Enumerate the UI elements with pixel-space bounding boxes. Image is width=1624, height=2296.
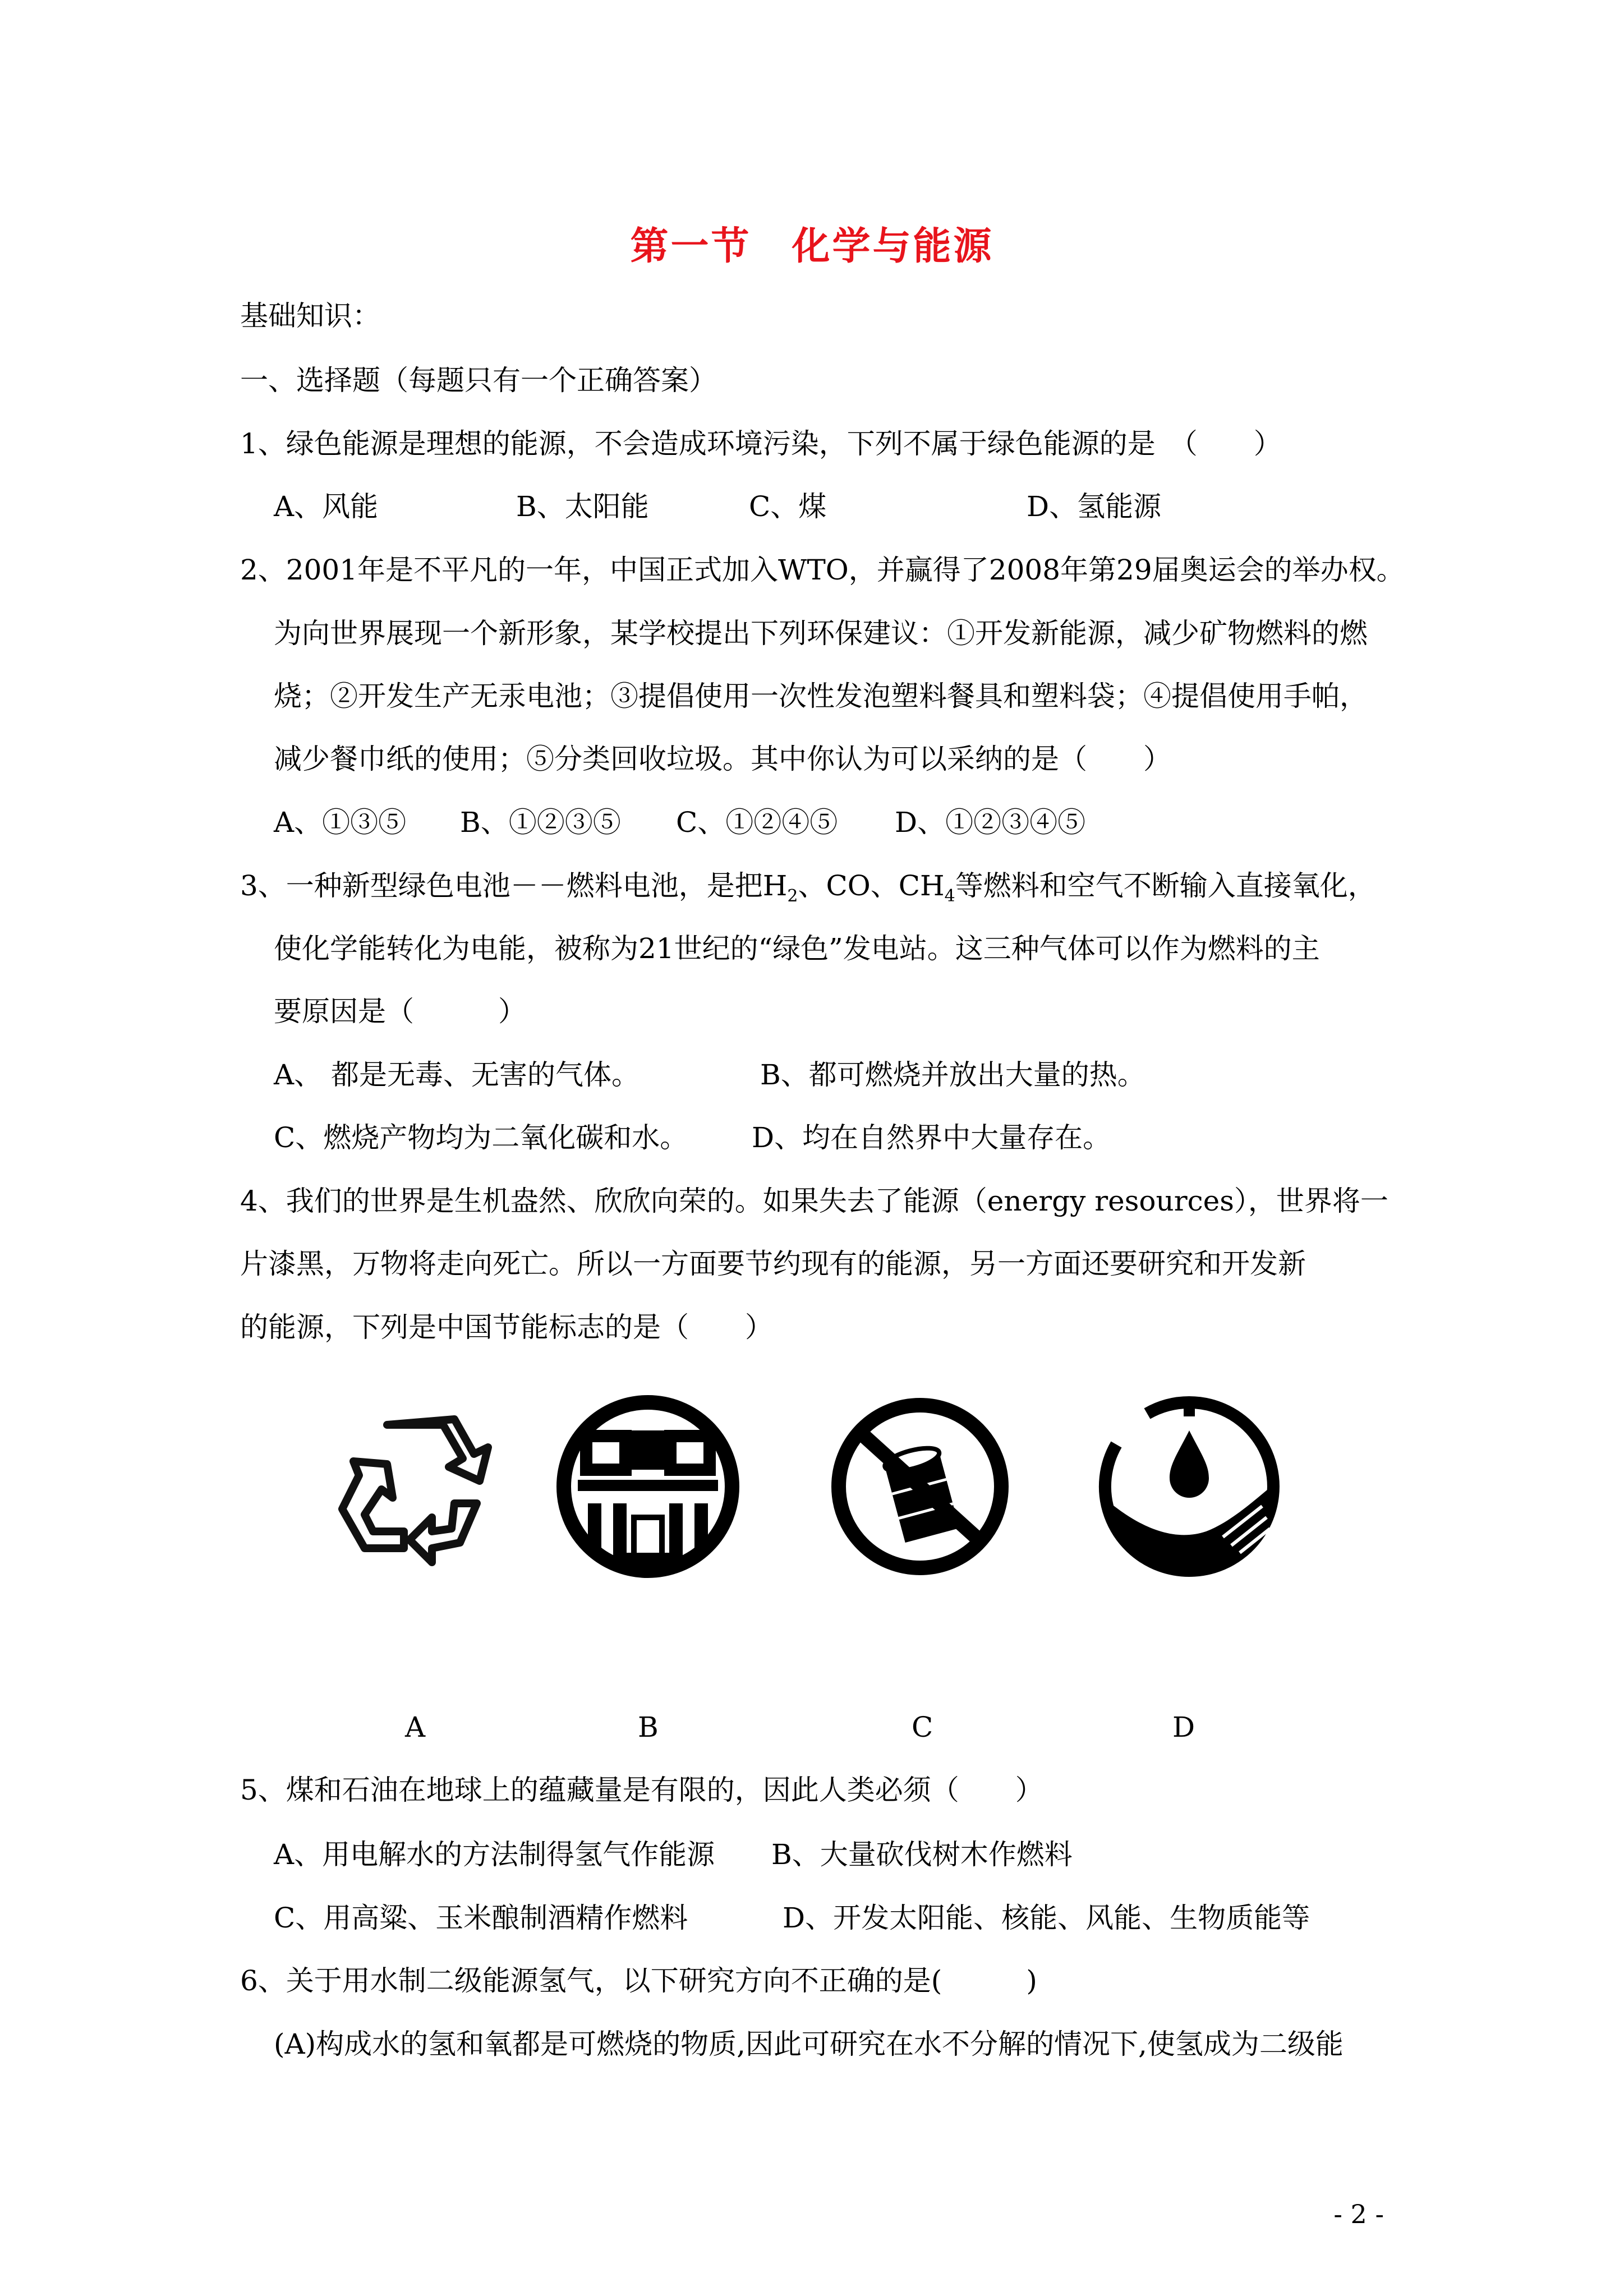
question-3-line-2: 使化学能转化为电能，被称为21世纪的“绿色”发电站。这三种气体可以作为燃料的主 <box>274 932 1320 965</box>
question-5: 5、煤和石油在地球上的蕴藏量是有限的，因此人类必须（ ） <box>240 1774 1043 1806</box>
q2-option-a: A、①③⑤ <box>274 806 407 839</box>
question-6: 6、关于用水制二级能源氢气，以下研究方向不正确的是( ) <box>240 1964 1037 1997</box>
q5-option-a: A、用电解水的方法制得氢气作能源 <box>274 1838 715 1871</box>
part-heading: 一、选择题（每题只有一个正确答案） <box>240 364 717 397</box>
section-label: 基础知识： <box>240 300 380 332</box>
question-2-line-3: 烧；②开发生产无汞电池；③提倡使用一次性发泡塑料餐具和塑料袋；④提倡使用手帕， <box>274 680 1368 712</box>
q3-option-b: B、都可燃烧并放出大量的热。 <box>760 1059 1145 1091</box>
logo-label-d: D <box>1172 1711 1195 1743</box>
q5-option-d: D、开发太阳能、核能、风能、生物质能等 <box>783 1902 1310 1934</box>
q3-text-1: 3、一种新型绿色电池－－燃料电池，是把H <box>240 869 788 902</box>
question-1: 1、绿色能源是理想的能源，不会造成环境污染，下列不属于绿色能源的是 （ ） <box>240 427 1282 460</box>
question-2-line-2: 为向世界展现一个新形象，某学校提出下列环保建议：①开发新能源，减少矿物燃料的燃 <box>274 617 1368 650</box>
q5-option-b: B、大量砍伐树木作燃料 <box>771 1838 1073 1871</box>
q3-option-c: C、燃烧产物均为二氧化碳和水。 <box>274 1121 688 1154</box>
q2-option-c: C、①②④⑤ <box>676 806 838 839</box>
logo-label-c: C <box>912 1711 933 1743</box>
energy-building-icon <box>553 1391 743 1582</box>
q1-option-a: A、风能 <box>274 490 379 523</box>
q1-option-c: C、煤 <box>749 490 827 523</box>
q5-option-c: C、用高粱、玉米酿制酒精作燃料 <box>274 1902 688 1934</box>
q1-option-d: D、氢能源 <box>1027 490 1162 523</box>
q3-sub-1: 2 <box>787 886 798 906</box>
question-4-line-2: 片漆黑，万物将走向死亡。所以一方面要节约现有的能源，另一方面还要研究和开发新 <box>240 1248 1306 1280</box>
q3-option-d: D、均在自然界中大量存在。 <box>752 1121 1111 1154</box>
page-number: - 2 - <box>1333 2199 1384 2229</box>
question-2-line-4: 减少餐巾纸的使用；⑤分类回收垃圾。其中你认为可以采纳的是（ ） <box>274 743 1171 775</box>
question-2-line-1: 2、2001年是不平凡的一年，中国正式加入WTO，并赢得了2008年第29届奥运会的举办权。 <box>240 554 1405 586</box>
q1-option-b: B、太阳能 <box>516 490 649 523</box>
logo-label-b: B <box>638 1711 659 1743</box>
q2-option-d: D、①②③④⑤ <box>895 806 1086 839</box>
question-4-line-3: 的能源，下列是中国节能标志的是（ ） <box>240 1311 773 1343</box>
no-oil-barrel-icon <box>825 1391 1015 1582</box>
q6-option-a: (A)构成水的氢和氧都是可燃烧的物质,因此可研究在水不分解的情况下,使氢成为二级能 <box>274 2028 1344 2060</box>
q3-text-2: 、CO、CH <box>798 869 945 902</box>
q3-text-3: 等燃料和空气不断输入直接氧化， <box>955 869 1376 902</box>
q3-option-a: A、 都是无毒、无害的气体。 <box>274 1059 640 1091</box>
water-drop-hand-icon <box>1094 1391 1285 1582</box>
q3-sub-2: 4 <box>944 886 955 906</box>
question-4-line-1: 4、我们的世界是生机盎然、欣欣向荣的。如果失去了能源（energy resources），世界将一 <box>240 1185 1388 1217</box>
page-title: 第一节 化学与能源 <box>630 224 994 269</box>
recycle-icon <box>320 1391 510 1582</box>
question-3-line-1 <box>240 868 1376 914</box>
question-3-line-3: 要原因是（ ） <box>274 995 526 1028</box>
logo-label-a: A <box>405 1711 426 1743</box>
q2-option-b: B、①②③⑤ <box>460 806 621 839</box>
